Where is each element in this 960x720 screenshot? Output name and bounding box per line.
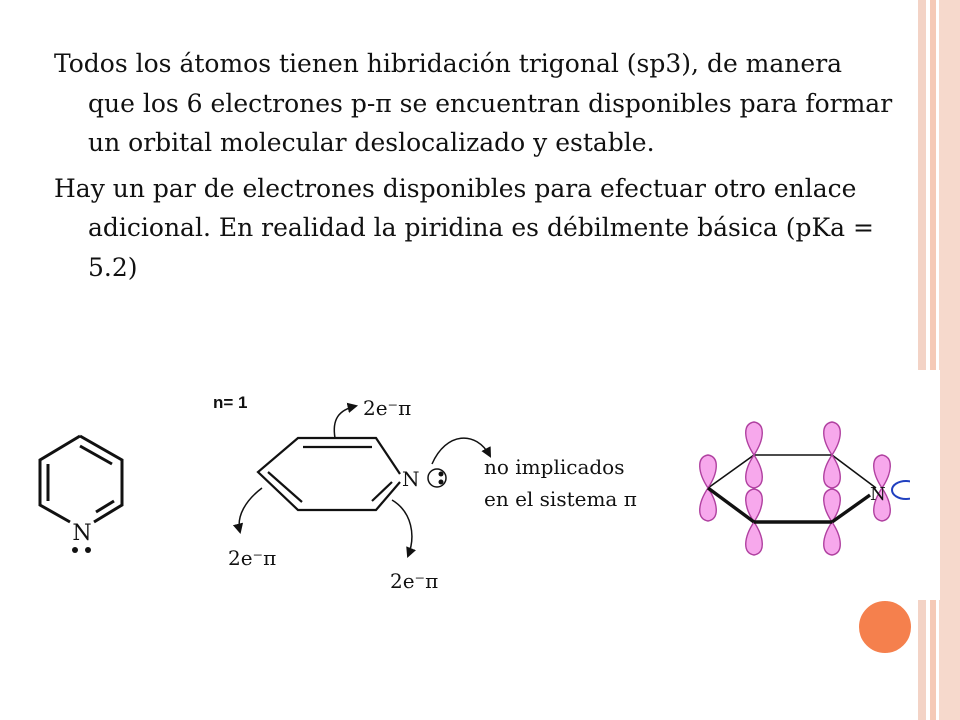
p-orbital-lobe xyxy=(824,522,841,555)
orbital-ring-back xyxy=(708,455,876,488)
pyridine-n-label: N xyxy=(72,521,92,546)
paragraph-basicity: Hay un par de electrones disponibles para efectuar otro enlace adicional. En realidad la piridina es débilmente básica (pKa = 5.2) xyxy=(54,173,874,282)
electrons-left-label: 2e⁻π xyxy=(228,546,277,570)
lone-pair-dot xyxy=(72,547,78,553)
lone-pair-dot xyxy=(85,547,91,553)
ring-bond xyxy=(40,436,80,522)
lone-pair-circle xyxy=(428,469,446,487)
pyridine-structure xyxy=(40,436,122,522)
arrow-top xyxy=(334,406,356,438)
pi-system-label: en el sistema π xyxy=(484,487,637,511)
arrow-lone-pair xyxy=(432,438,490,464)
arrow-bottom xyxy=(392,500,412,556)
orbital-diagram xyxy=(700,422,910,555)
lone-pair-orbital xyxy=(892,481,910,499)
orbital-ring-front xyxy=(708,488,870,522)
ring-n-label: N xyxy=(402,467,420,491)
double-bond-inner xyxy=(372,482,392,501)
orbital-n-label: N xyxy=(870,484,886,505)
decor-gap xyxy=(914,370,940,600)
slide-body xyxy=(54,44,894,293)
pyridine-ring-middle xyxy=(258,438,400,510)
n-equals-label: n= 1 xyxy=(213,393,248,412)
electrons-top-label: 2e⁻π xyxy=(363,396,412,420)
ring-bond xyxy=(258,438,400,510)
double-bond-inner xyxy=(80,446,112,464)
p-orbital-lobe xyxy=(746,522,763,555)
electrons-bottom-label: 2e⁻π xyxy=(390,569,439,593)
arrow-left xyxy=(239,488,262,532)
lone-pair-dot xyxy=(439,472,444,477)
p-orbital-lobe xyxy=(824,422,841,455)
pyridine-figure xyxy=(0,360,910,620)
lone-pair-dot xyxy=(439,480,444,485)
p-orbitals xyxy=(700,422,891,555)
decor-stripe xyxy=(918,0,926,720)
decor-stripe xyxy=(939,0,960,720)
paragraph-hybridization: Todos los átomos tienen hibridación trigonal (sp3), de manera que los 6 electrones p-π se encuentran disponibles para formar un orbital molecular deslocalizado y estable. xyxy=(54,49,893,157)
not-involved-label: no implicados xyxy=(484,455,625,479)
p-orbital-lobe xyxy=(746,422,763,455)
